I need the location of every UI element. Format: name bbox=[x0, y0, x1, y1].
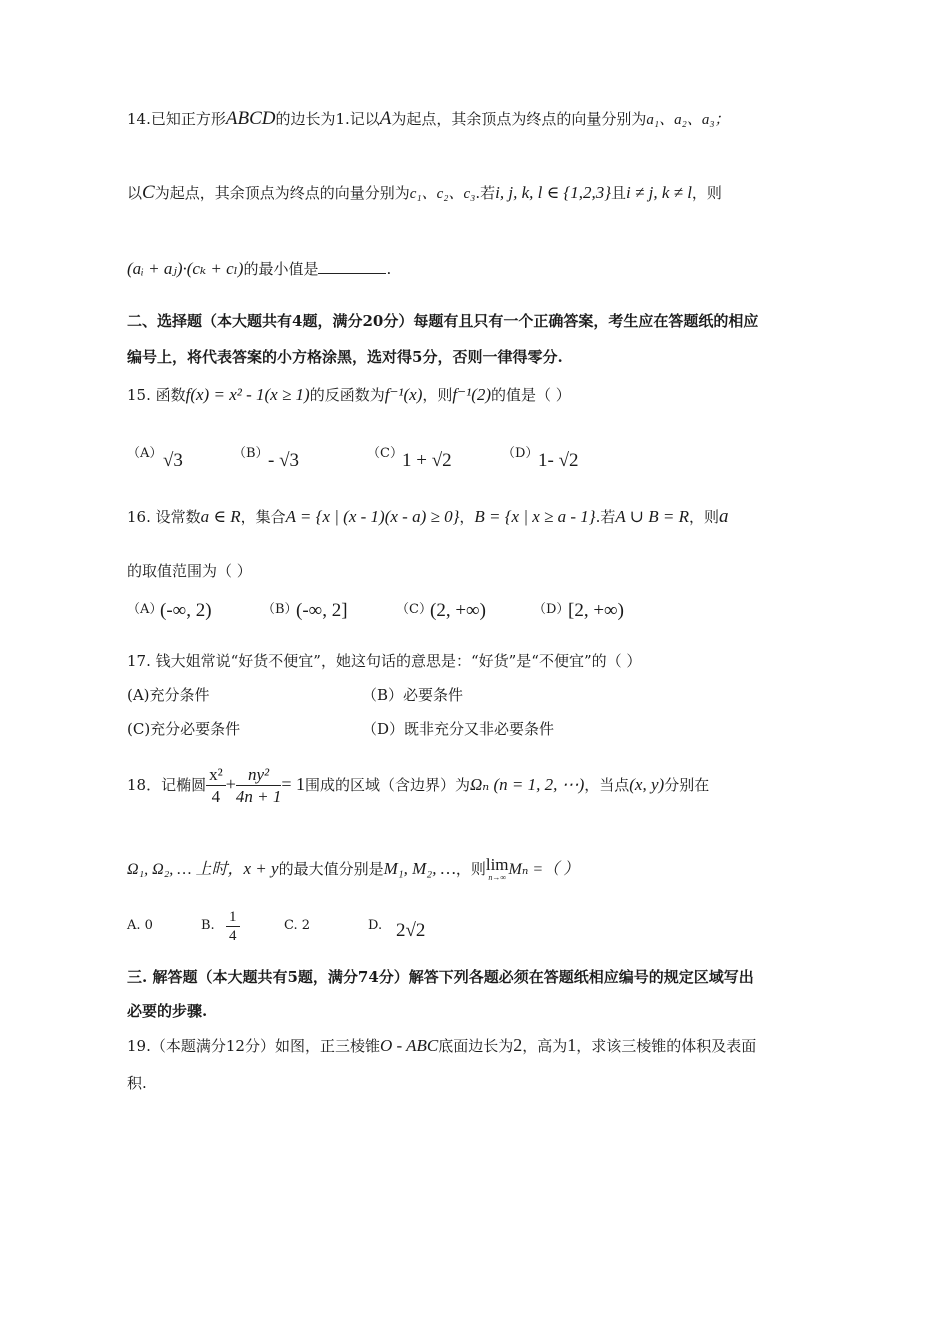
q17-option-a: (A)充分条件 bbox=[127, 686, 210, 704]
q15-option-b-value: - √3 bbox=[268, 450, 300, 471]
q19-stem-2: 积. bbox=[127, 1074, 147, 1092]
q15-text: ，则 bbox=[422, 386, 453, 404]
q18-mn: Mₙ =（ ） bbox=[508, 861, 580, 878]
q16-option-a-value: (-∞, 2) bbox=[160, 600, 212, 621]
q15-inverse: f⁻¹(x) bbox=[384, 385, 423, 404]
q18-option-a: A. 0 bbox=[127, 918, 153, 933]
q18-limit bbox=[486, 857, 509, 883]
q14-abcd: ABCD bbox=[225, 108, 276, 129]
q18-option-b-label: B. bbox=[201, 918, 215, 933]
q15-option-a-label: （A） bbox=[127, 446, 163, 461]
q18-text: 围成的区域（含边界）为 bbox=[305, 776, 471, 794]
q14-point-c: C bbox=[142, 182, 155, 203]
q14-text: .若 bbox=[475, 184, 496, 202]
q14-text: 以 bbox=[127, 184, 143, 202]
section3-heading-2: 必要的步骤. bbox=[127, 1002, 208, 1020]
q14-c-vectors: c₁、c₂、c₃ bbox=[409, 186, 476, 202]
q15-option-a-value: √3 bbox=[163, 450, 183, 471]
q15-text: 的反函数为 bbox=[309, 386, 385, 404]
q15-option-c-label: （C） bbox=[367, 446, 403, 461]
q14-text: 的边长为1.记以 bbox=[275, 110, 380, 128]
q17-option-c: (C)充分必要条件 bbox=[127, 720, 241, 738]
q14-text: . bbox=[386, 260, 392, 278]
q15-text: 的值是（ ） bbox=[491, 386, 571, 404]
q16-stem-2: 的取值范围为（ ） bbox=[127, 562, 252, 580]
q18-x-plus-y: x + y bbox=[243, 859, 279, 878]
q16-option-c-value: (2, +∞) bbox=[430, 600, 486, 621]
q16-set-b: B = {x | x ≥ a - 1} bbox=[474, 507, 596, 526]
q14-line-1 bbox=[127, 108, 820, 131]
q16-text: 16. 设常数 bbox=[127, 508, 201, 526]
q15-text: 15. 函数 bbox=[127, 386, 186, 404]
q18-option-b-num: 1 bbox=[226, 908, 240, 927]
q16-text: ，集合 bbox=[240, 508, 286, 526]
q16-stem-1 bbox=[127, 506, 820, 528]
q16-text: ，则 bbox=[688, 508, 719, 526]
q14-text: 为起点，其余顶点为终点的向量分别为 bbox=[391, 110, 647, 128]
q15-option-c-value: 1 + √2 bbox=[402, 450, 452, 471]
q16-set-a: A = {x | (x - 1)(x - a) ≥ 0} bbox=[285, 507, 460, 526]
q18-text: 分别在 bbox=[664, 776, 710, 794]
q19-side-length: 2 bbox=[513, 1035, 523, 1055]
q18-option-d-label: D. bbox=[368, 918, 383, 933]
q14-expression: (aᵢ + aⱼ)·(cₖ + cₗ) bbox=[127, 259, 244, 278]
q18-option-c: C. 2 bbox=[284, 918, 311, 933]
q18-text: 的最大值分别是 bbox=[278, 860, 384, 878]
q18-frac1-num: x² bbox=[206, 765, 226, 786]
q18-stem-2 bbox=[127, 852, 820, 887]
answer-blank bbox=[318, 259, 386, 274]
q18-stem-1 bbox=[127, 762, 820, 808]
q18-equals: = 1 bbox=[281, 774, 305, 794]
q16-union: A ∪ B = R bbox=[615, 507, 689, 526]
q14-text: 且 bbox=[611, 184, 627, 202]
q18-lim-sub: n→∞ bbox=[488, 873, 507, 882]
q17-option-b: （B）必要条件 bbox=[362, 686, 464, 704]
q15-option-d-label: （D） bbox=[502, 446, 539, 461]
q18-option-b-fraction bbox=[226, 908, 240, 945]
q16-option-b-label: （B） bbox=[262, 602, 298, 617]
q18-frac2-den: 4n + 1 bbox=[235, 786, 282, 806]
q14-line-2 bbox=[127, 182, 820, 205]
q14-point-a: A bbox=[379, 108, 392, 129]
q18-text: ，则 bbox=[455, 860, 486, 878]
q15-inverse-at-2: f⁻¹(2) bbox=[452, 385, 492, 404]
q18-fraction-1 bbox=[206, 765, 226, 808]
q18-ms: M₁, M₂, … bbox=[383, 859, 456, 878]
q14-text: 的最小值是 bbox=[243, 260, 319, 278]
q16-a-in-r: a ∈ R bbox=[200, 507, 241, 526]
q18-text: 18．记椭圆 bbox=[127, 776, 207, 794]
q16-text: ， bbox=[459, 508, 475, 526]
q18-lim-label: lim bbox=[485, 855, 509, 874]
q17-stem: 17. 钱大姐常说“好货不便宜”，她这句话的意思是：“好货”是“不便宜”的（ ） bbox=[127, 652, 642, 670]
q18-plus: + bbox=[225, 774, 236, 794]
q16-option-d-label: （D） bbox=[533, 602, 570, 617]
q18-frac1-den: 4 bbox=[211, 786, 221, 806]
q15-function: f(x) = x² - 1(x ≥ 1) bbox=[185, 385, 310, 404]
q18-fraction-2 bbox=[236, 765, 281, 808]
q14-line-3 bbox=[127, 258, 820, 280]
q16-option-d-value: [2, +∞) bbox=[568, 600, 624, 621]
q15-option-b-label: （B） bbox=[233, 446, 269, 461]
q19-text: ，高为 bbox=[522, 1037, 568, 1055]
q19-stem-1 bbox=[127, 1034, 820, 1057]
section2-heading-2: 编号上，将代表答案的小方格涂黑，选对得5分，否则一律得零分. bbox=[127, 348, 563, 366]
q18-omega: Ωₙ (n = 1, 2, ⋯) bbox=[470, 775, 585, 794]
q14-text: 14.已知正方形 bbox=[127, 110, 226, 128]
q18-text: ，当点 bbox=[584, 776, 630, 794]
q14-index-set: i, j, k, l ∈ {1,2,3} bbox=[495, 183, 612, 202]
q18-omegas: Ω₁, Ω₂, … 上时， bbox=[127, 861, 244, 878]
q19-text: 底面边长为 bbox=[438, 1037, 514, 1055]
q19-text: ，求该三棱锥的体积及表面 bbox=[576, 1037, 757, 1055]
q14-neq: i ≠ j, k ≠ l bbox=[626, 183, 692, 202]
q15-stem bbox=[127, 384, 820, 406]
q16-text: .若 bbox=[595, 508, 616, 526]
q18-option-d-value: 2√2 bbox=[396, 920, 426, 941]
q19-text: 19.（本题满分12分）如图，正三棱锥 bbox=[127, 1037, 380, 1055]
q14-a-vectors: a₁、a₂、a₃； bbox=[646, 112, 730, 128]
q16-option-c-label: （C） bbox=[396, 602, 432, 617]
q19-pyramid: O - ABC bbox=[379, 1036, 439, 1055]
q16-a: a bbox=[718, 506, 729, 527]
q16-option-b-value: (-∞, 2] bbox=[296, 600, 348, 621]
q18-frac2-num: ny² bbox=[236, 765, 281, 786]
section3-heading-1: 三. 解答题（本大题共有5题，满分74分）解答下列各题必须在答题纸相应编号的规定区域写出 bbox=[127, 968, 754, 986]
q18-option-b-den: 4 bbox=[229, 928, 237, 944]
q14-text: ，则 bbox=[691, 184, 722, 202]
q17-option-d: （D）既非充分又非必要条件 bbox=[362, 720, 555, 738]
q15-option-d-value: 1- √2 bbox=[538, 450, 579, 471]
section2-heading-1: 二、选择题（本大题共有4题，满分20分）每题有且只有一个正确答案，考生应在答题纸的相应 bbox=[127, 312, 759, 330]
q18-point: (x, y) bbox=[629, 775, 665, 794]
q16-option-a-label: （A） bbox=[127, 602, 163, 617]
q14-text: 为起点，其余顶点为终点的向量分别为 bbox=[154, 184, 410, 202]
q19-height: 1 bbox=[567, 1035, 577, 1055]
